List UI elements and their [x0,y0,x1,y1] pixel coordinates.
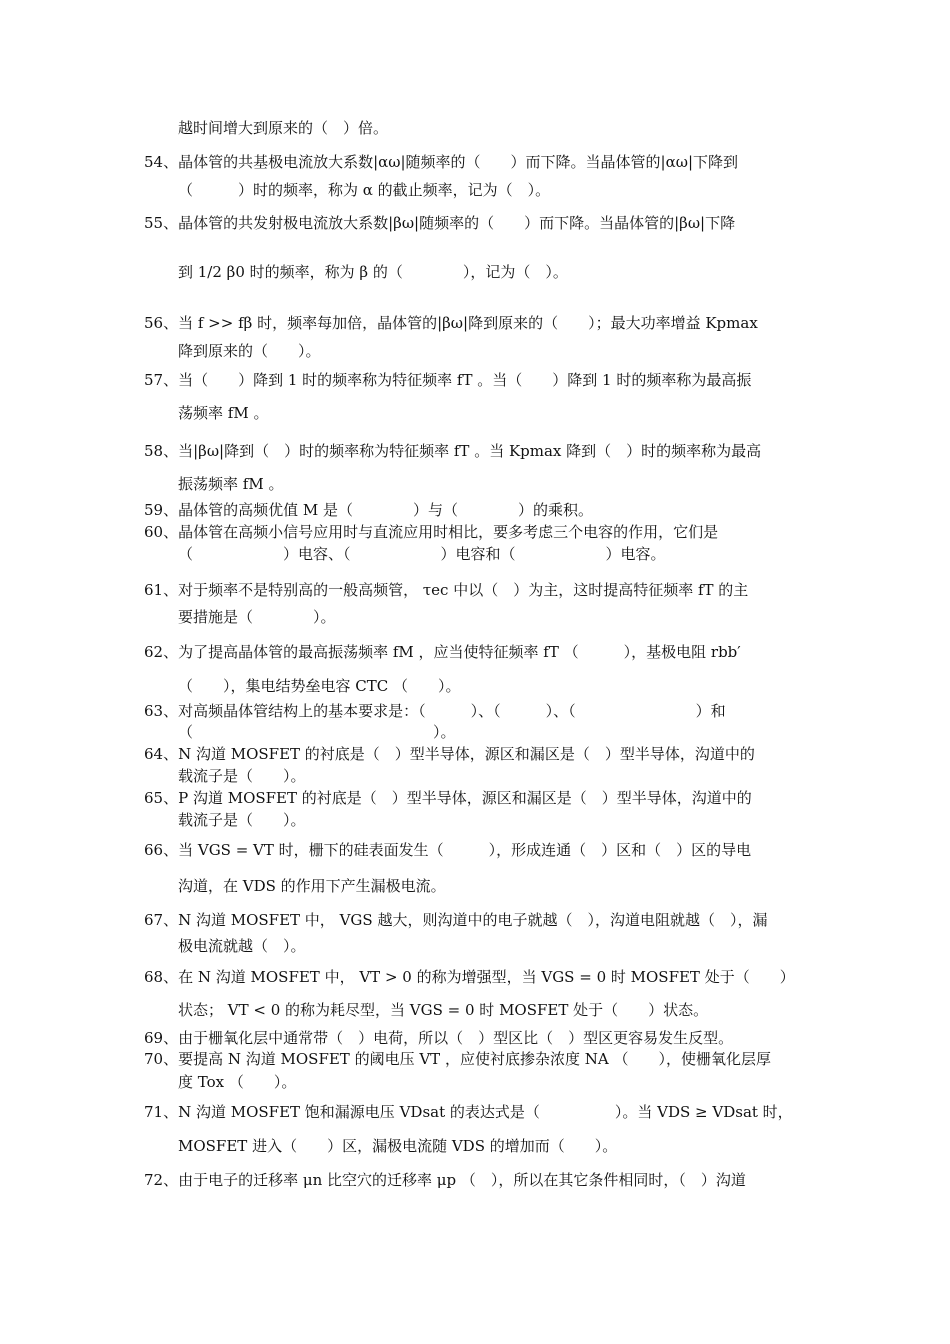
text-line: 载流子是（ ）。 [178,767,306,785]
text-line: 69、由于栅氧化层中通常带（ ）电荷，所以（ ）型区比（ ）型区更容易发生反型。 [144,1029,734,1047]
text-line: 沟道，在 VDS 的作用下产生漏极电流。 [178,877,446,895]
text-line: 55、晶体管的共发射极电流放大系数|βω|随频率的（ ）而下降。当晶体管的|βω|下降 [144,214,736,232]
text-line: 62、为了提高晶体管的最高振荡频率 fM ，应当使特征频率 fT （ ），基极电阻 rbb′ [144,643,741,661]
text-line: 64、N 沟道 MOSFET 的衬底是（ ）型半导体，源区和漏区是（ ）型半导体，沟道中的 [144,745,755,763]
text-line: 状态； VT < 0 的称为耗尽型，当 VGS = 0 时 MOSFET 处于（ ）状态。 [178,1001,709,1019]
text-line: 65、P 沟道 MOSFET 的衬底是（ ）型半导体，源区和漏区是（ ）型半导体，沟道中的 [144,789,752,807]
text-line: 54、晶体管的共基极电流放大系数|αω|随频率的（ ）而下降。当晶体管的|αω|下降到 [144,153,739,171]
text-line: 载流子是（ ）。 [178,811,306,829]
text-line: 71、N 沟道 MOSFET 饱和漏源电压 VDsat 的表达式是（ ）。当 VDS ≥ VDsat 时， [144,1103,793,1121]
text-line: 越时间增大到原来的（ ）倍。 [178,119,389,137]
text-line: 70、要提高 N 沟道 MOSFET 的阈电压 VT ，应使衬底掺杂浓度 NA （ ），使栅氧化层厚 [144,1050,771,1068]
text-line: 振荡频率 fM 。 [178,475,284,493]
text-line: 63、对高频晶体管结构上的基本要求是：（ ）、（ ）、（ ）和 [144,702,726,720]
text-line: 58、当|βω|降到（ ）时的频率称为特征频率 fT 。当 Kpmax 降到（ ）时的频率称为最高 [144,442,762,460]
text-line: 降到原来的（ ）。 [178,342,321,360]
text-line: （ ），集电结势垒电容 CTC （ ）。 [178,677,461,695]
text-line: 67、N 沟道 MOSFET 中， VGS 越大，则沟道中的电子就越（ ），沟道电阻就越（ ），漏 [144,911,768,929]
text-line: 61、对于频率不是特别高的一般高频管， τec 中以（ ）为主，这时提高特征频率 fT 的主 [144,581,749,599]
text-line: 极电流就越（ ）。 [178,937,306,955]
text-line: 72、由于电子的迁移率 μn 比空穴的迁移率 μp （ ），所以在其它条件相同时，（ ）沟道 [144,1171,746,1189]
text-line: 到 1/2 β0 时的频率，称为 β 的（ ），记为（ ）。 [178,263,568,281]
text-line: （ ）。 [178,723,456,741]
text-line: 要措施是（ ）。 [178,608,336,626]
text-line: 度 Tox （ ）。 [178,1073,297,1091]
text-line: 60、晶体管在高频小信号应用时与直流应用时相比，要多考虑三个电容的作用，它们是 [144,523,719,541]
text-line: 59、晶体管的高频优值 M 是（ ）与（ ）的乘积。 [144,501,593,519]
text-line: （ ）电容、（ ）电容和（ ）电容。 [178,545,666,563]
text-line: 56、当 f >> fβ 时，频率每加倍，晶体管的|βω|降到原来的（ ）；最大功率增益 Kpmax [144,314,758,332]
text-line: 66、当 VGS = VT 时，栅下的硅表面发生（ ），形成连通（ ）区和（ ）区的导电 [144,841,752,859]
text-line: 荡频率 fM 。 [178,404,269,422]
text-line: 57、当（ ）降到 1 时的频率称为特征频率 fT 。当（ ）降到 1 时的频率称为最高振 [144,371,752,389]
text-line: （ ）时的频率，称为 α 的截止频率，记为（ ）。 [178,181,551,199]
text-line: MOSFET 进入（ ）区，漏极电流随 VDS 的增加而（ ）。 [178,1137,618,1155]
text-line: 68、在 N 沟道 MOSFET 中， VT > 0 的称为增强型，当 VGS = 0 时 MOSFET 处于（ ） [144,968,795,986]
